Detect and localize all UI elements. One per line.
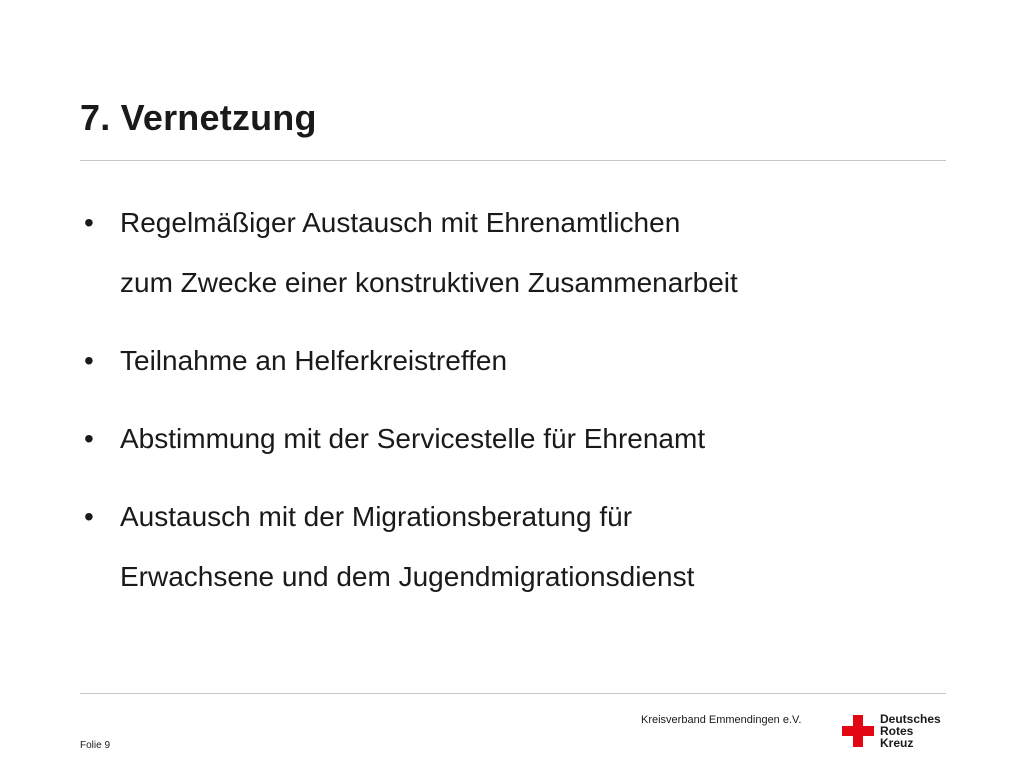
bullet-item: [80, 409, 940, 469]
logo-line: Deutsches: [880, 712, 941, 726]
title-divider: [80, 160, 946, 161]
red-cross-icon: [842, 715, 874, 747]
bullet-marker: •: [84, 207, 94, 238]
bullet-marker: •: [84, 345, 94, 376]
footer-divider: [80, 693, 946, 694]
bullet-text-line: Regelmäßiger Austausch mit Ehrenamtlichen: [120, 207, 681, 238]
footer-organization: Kreisverband Emmendingen e.V.: [641, 714, 802, 726]
bullet-item: [80, 487, 940, 607]
bullet-text-line: Teilnahme an Helferkreistreffen: [120, 345, 508, 376]
logo-line: Rotes: [880, 724, 914, 738]
logo-wordmark: [880, 713, 941, 749]
logo-line: Kreuz: [880, 736, 914, 750]
drk-logo: [842, 713, 952, 749]
bullet-text-line: Austausch mit der Migrationsberatung für: [120, 501, 633, 532]
slide-title: 7. Vernetzung: [80, 97, 317, 138]
bullet-item: [80, 193, 940, 313]
bullet-item: [80, 331, 940, 391]
bullet-text-line: Abstimmung mit der Servicestelle für Ehrenamt: [120, 423, 706, 454]
bullet-marker: •: [84, 423, 94, 454]
bullet-marker: •: [84, 501, 94, 532]
bullet-list: [80, 193, 940, 625]
bullet-text-line: Erwachsene und dem Jugendmigrationsdienst: [120, 561, 695, 592]
bullet-text-line: zum Zwecke einer konstruktiven Zusammenarbeit: [120, 267, 738, 298]
slide-number: Folie 9: [80, 740, 111, 751]
